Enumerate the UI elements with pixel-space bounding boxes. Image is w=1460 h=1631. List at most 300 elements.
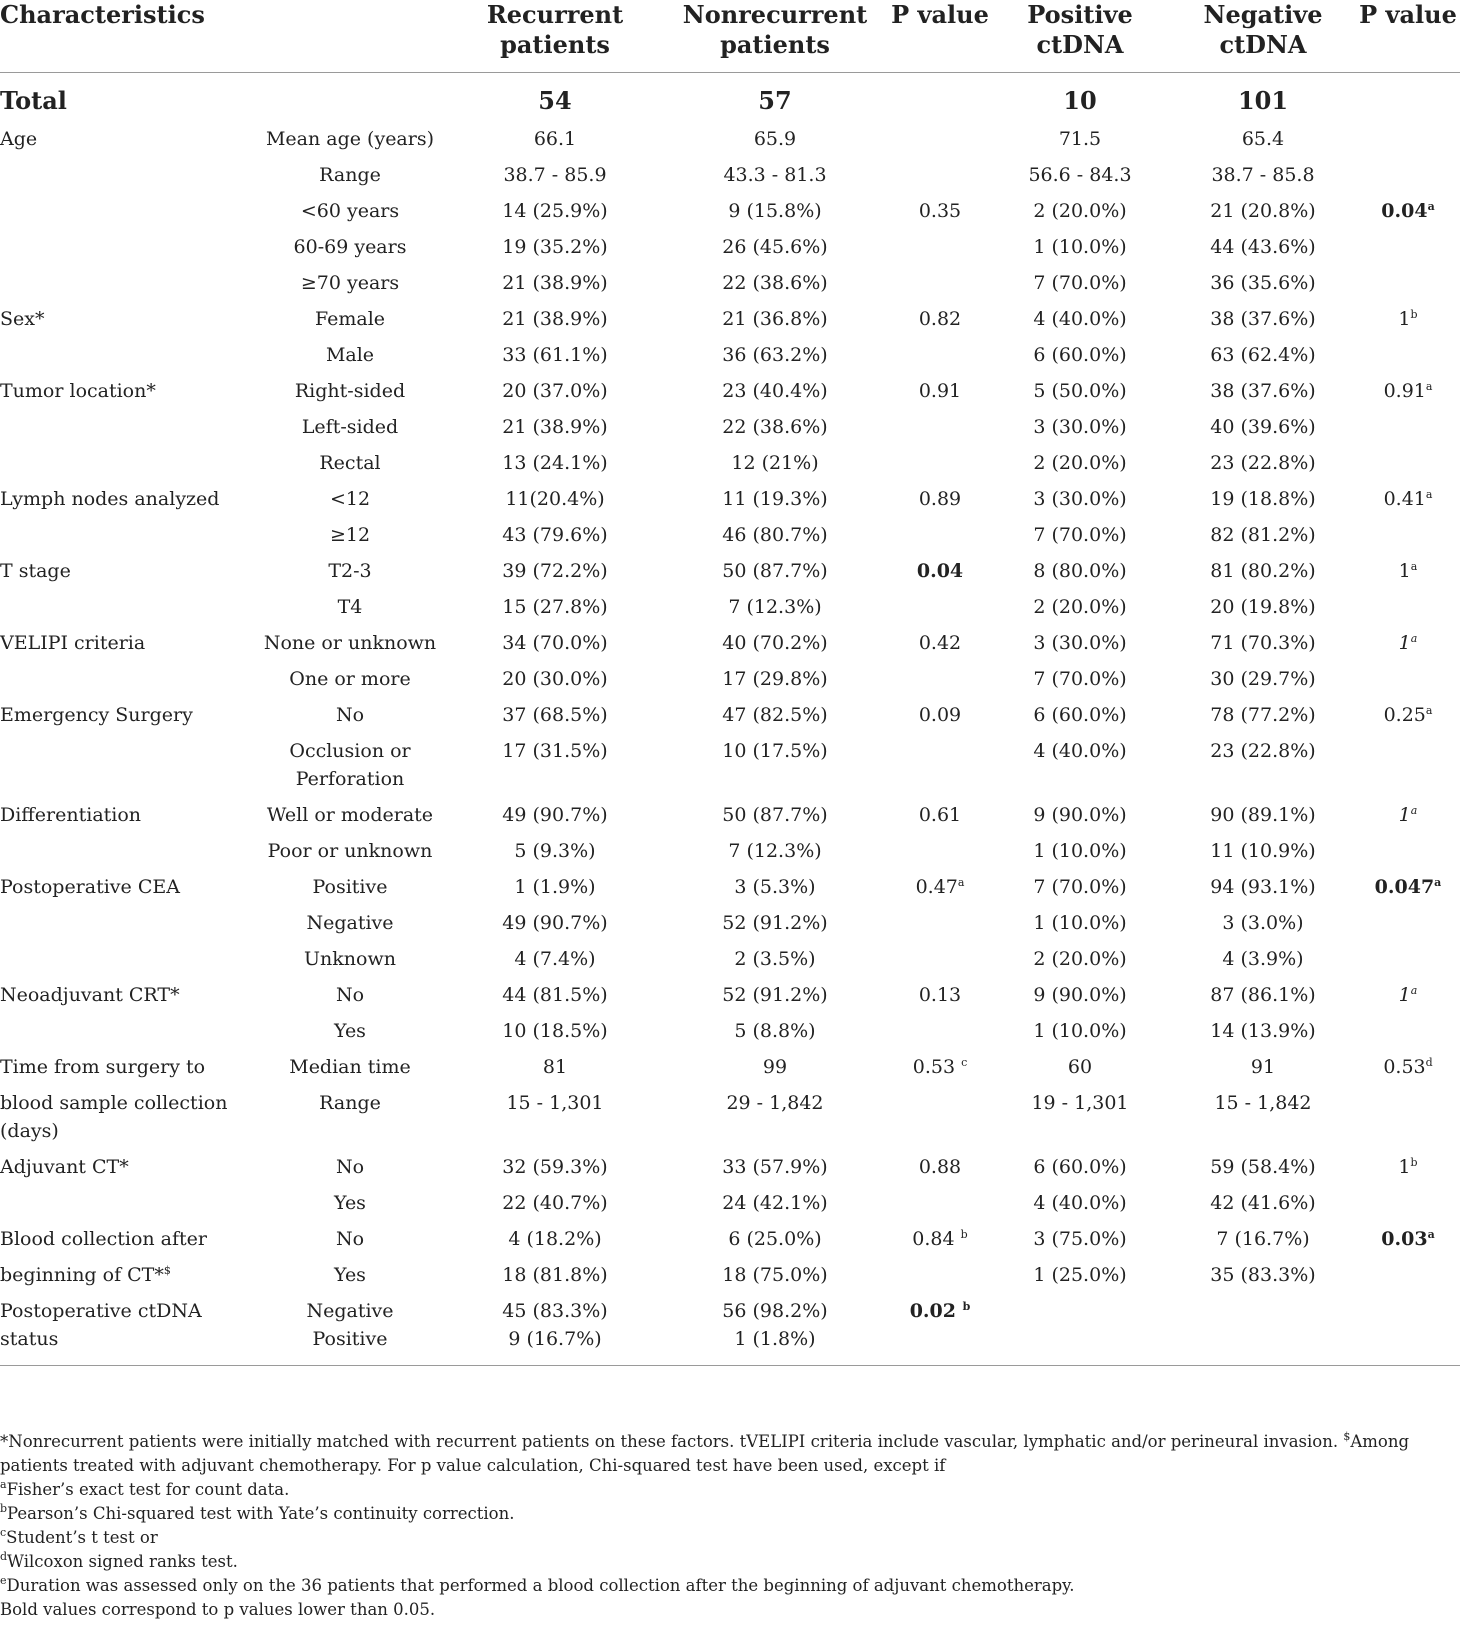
header-positive-ctdna: Positive ctDNA <box>1027 0 1133 59</box>
table-row <box>0 1221 1460 1257</box>
row-subcategory: Male <box>325 344 375 366</box>
cell-nonrecurrent: 5 (8.8%) <box>734 1020 816 1042</box>
cell-p-value-2 <box>1356 121 1460 157</box>
cell-p-value-2 <box>1356 157 1460 193</box>
cell-p-value-1 <box>890 589 990 625</box>
cell-p-value-1 <box>890 905 990 941</box>
cell-recurrent: 21 (38.9%) <box>502 308 608 330</box>
cell-recurrent: 45 (83.3%) 9 (16.7%) <box>502 1300 608 1350</box>
row-subcategory: 60-69 years <box>293 236 407 258</box>
table-row <box>0 1185 1460 1221</box>
cell-negative-ctdna: 15 - 1,842 <box>1214 1092 1312 1114</box>
cell-positive-ctdna: 3 (75.0%) <box>1033 1228 1127 1250</box>
row-characteristic: Sex* <box>0 308 45 330</box>
cell-positive-ctdna: 7 (70.0%) <box>1033 876 1127 898</box>
cell-p-value-1 <box>890 157 990 193</box>
row-characteristic: Emergency Surgery <box>0 704 193 726</box>
footnotes <box>0 1430 1460 1622</box>
cell-negative-ctdna <box>1170 1293 1356 1366</box>
cell-p-value-1 <box>890 1185 990 1221</box>
cell-p-value-1 <box>890 121 990 157</box>
row-characteristic <box>0 1013 250 1049</box>
total-positive: 10 <box>1063 86 1097 115</box>
cell-nonrecurrent: 18 (75.0%) <box>722 1264 828 1286</box>
cell-negative-ctdna: 65.4 <box>1241 128 1285 150</box>
table-row <box>0 733 1460 797</box>
row-subcategory: One or more <box>289 668 411 690</box>
row-characteristic <box>0 157 250 193</box>
total-label: Total <box>0 86 67 115</box>
cell-negative-ctdna: 59 (58.4%) <box>1210 1156 1316 1178</box>
cell-p-value-2: 1$^a$ <box>1398 632 1418 654</box>
cell-nonrecurrent: 47 (82.5%) <box>722 704 828 726</box>
cell-recurrent: 17 (31.5%) <box>502 740 608 762</box>
cell-negative-ctdna: 4 (3.9%) <box>1222 948 1304 970</box>
cell-nonrecurrent: 52 (91.2%) <box>722 984 828 1006</box>
cell-p-value-2 <box>1356 337 1460 373</box>
cell-positive-ctdna: 9 (90.0%) <box>1033 984 1127 1006</box>
cell-p-value-1: 0.61 <box>918 804 962 826</box>
row-characteristic: blood sample collection (days) <box>0 1092 228 1142</box>
cell-positive-ctdna: 1 (10.0%) <box>1033 1020 1127 1042</box>
row-subcategory: No <box>335 1228 365 1250</box>
cell-nonrecurrent: 40 (70.2%) <box>722 632 828 654</box>
cell-negative-ctdna: 90 (89.1%) <box>1210 804 1316 826</box>
cell-p-value-1: 0.13 <box>918 984 962 1006</box>
cell-p-value-2 <box>1356 1085 1460 1149</box>
header-nonrecurrent: Nonrecurrent patients <box>682 0 868 59</box>
table-row <box>0 1049 1460 1085</box>
cell-p-value-1: 0.02 $^b$ <box>909 1300 971 1322</box>
row-characteristic <box>0 661 250 697</box>
cell-negative-ctdna: 91 <box>1250 1056 1276 1078</box>
cell-p-value-2 <box>1356 905 1460 941</box>
table-row <box>0 301 1460 337</box>
row-subcategory: Positive <box>312 876 388 898</box>
cell-recurrent: 43 (79.6%) <box>502 524 608 546</box>
row-subcategory: Unknown <box>304 948 396 970</box>
row-characteristic <box>0 941 250 977</box>
cell-positive-ctdna: 7 (70.0%) <box>1033 524 1127 546</box>
cell-nonrecurrent: 7 (12.3%) <box>728 840 822 862</box>
cell-recurrent: 1 (1.9%) <box>514 876 596 898</box>
cell-positive-ctdna: 5 (50.0%) <box>1033 380 1127 402</box>
cell-p-value-2 <box>1356 517 1460 553</box>
row-characteristic: Age <box>0 128 38 150</box>
cell-negative-ctdna: 11 (10.9%) <box>1210 840 1316 862</box>
cell-negative-ctdna: 87 (86.1%) <box>1210 984 1316 1006</box>
row-characteristic <box>0 733 250 797</box>
row-characteristic: beginning of CT*$ <box>0 1264 171 1286</box>
cell-nonrecurrent: 50 (87.7%) <box>722 560 828 582</box>
cell-positive-ctdna: 4 (40.0%) <box>1033 740 1127 762</box>
cell-p-value-2: 1$^b$ <box>1398 308 1418 330</box>
cell-p-value-1: 0.35 <box>918 200 962 222</box>
cell-p-value-1: 0.04 <box>916 560 964 582</box>
total-nonrecurrent: 57 <box>758 86 792 115</box>
cell-p-value-1: 0.42 <box>918 632 962 654</box>
row-subcategory: T4 <box>337 596 363 618</box>
row-subcategory: Negative <box>306 912 394 934</box>
cell-negative-ctdna: 42 (41.6%) <box>1210 1192 1316 1214</box>
table-row <box>0 797 1460 833</box>
cell-negative-ctdna: 14 (13.9%) <box>1210 1020 1316 1042</box>
table-row <box>0 905 1460 941</box>
cell-negative-ctdna: 36 (35.6%) <box>1210 272 1316 294</box>
footnote-bold-note: Bold values correspond to p values lower than 0.05. <box>0 1600 436 1619</box>
cell-nonrecurrent: 99 <box>762 1056 788 1078</box>
row-characteristic <box>0 905 250 941</box>
table-row <box>0 697 1460 733</box>
cell-positive-ctdna: 71.5 <box>1058 128 1102 150</box>
header-negative-ctdna: Negative ctDNA <box>1203 0 1323 59</box>
row-subcategory: Negative Positive <box>306 1300 394 1350</box>
row-characteristic: Time from surgery to <box>0 1056 206 1078</box>
cell-negative-ctdna: 82 (81.2%) <box>1210 524 1316 546</box>
row-characteristic: Adjuvant CT* <box>0 1156 129 1178</box>
footnote-item: $^d$Wilcoxon signed ranks test. <box>0 1550 238 1571</box>
cell-recurrent: 44 (81.5%) <box>502 984 608 1006</box>
cell-nonrecurrent: 9 (15.8%) <box>728 200 822 222</box>
cell-recurrent: 39 (72.2%) <box>502 560 608 582</box>
cell-negative-ctdna: 94 (93.1%) <box>1210 876 1316 898</box>
row-subcategory: None or unknown <box>263 632 437 654</box>
cell-p-value-2 <box>1356 265 1460 301</box>
row-subcategory: Mean age (years) <box>265 128 435 150</box>
cell-negative-ctdna: 30 (29.7%) <box>1210 668 1316 690</box>
row-characteristic <box>0 409 250 445</box>
row-characteristic <box>0 833 250 869</box>
total-negative: 101 <box>1237 86 1289 115</box>
cell-p-value-2 <box>1356 1293 1460 1366</box>
cell-p-value-2 <box>1356 409 1460 445</box>
cell-p-value-1 <box>890 661 990 697</box>
cell-p-value-1 <box>890 517 990 553</box>
footnote-item: $^b$Pearson’s Chi-squared test with Yate’s continuity correction. <box>0 1502 515 1523</box>
cell-p-value-1: 0.47$^a$ <box>915 876 965 898</box>
cell-positive-ctdna: 3 (30.0%) <box>1033 488 1127 510</box>
cell-p-value-1 <box>890 337 990 373</box>
cell-positive-ctdna: 8 (80.0%) <box>1033 560 1127 582</box>
cell-recurrent: 34 (70.0%) <box>502 632 608 654</box>
cell-recurrent: 49 (90.7%) <box>502 804 608 826</box>
row-subcategory: Median time <box>289 1056 411 1078</box>
row-subcategory: T2-3 <box>328 560 372 582</box>
cell-positive-ctdna: 56.6 - 84.3 <box>1028 164 1132 186</box>
cell-positive-ctdna: 7 (70.0%) <box>1033 272 1127 294</box>
table-row <box>0 193 1460 229</box>
table-row <box>0 229 1460 265</box>
row-characteristic: Lymph nodes analyzed <box>0 488 220 510</box>
cell-p-value-1: 0.82 <box>918 308 962 330</box>
cell-negative-ctdna: 63 (62.4%) <box>1210 344 1316 366</box>
cell-recurrent: 10 (18.5%) <box>502 1020 608 1042</box>
total-p1 <box>890 73 990 122</box>
cell-nonrecurrent: 11 (19.3%) <box>722 488 828 510</box>
cell-nonrecurrent: 36 (63.2%) <box>722 344 828 366</box>
cell-p-value-1 <box>890 229 990 265</box>
cell-p-value-1 <box>890 445 990 481</box>
cell-positive-ctdna: 2 (20.0%) <box>1033 200 1127 222</box>
row-characteristic: Blood collection after <box>0 1228 207 1250</box>
cell-positive-ctdna: 9 (90.0%) <box>1033 804 1127 826</box>
cell-recurrent: 11(20.4%) <box>505 488 605 510</box>
cell-negative-ctdna: 23 (22.8%) <box>1210 740 1316 762</box>
cell-p-value-2 <box>1356 941 1460 977</box>
cell-nonrecurrent: 29 - 1,842 <box>726 1092 824 1114</box>
table-row <box>0 157 1460 193</box>
cell-nonrecurrent: 17 (29.8%) <box>722 668 828 690</box>
row-subcategory: Yes <box>334 1264 366 1286</box>
cell-nonrecurrent: 46 (80.7%) <box>722 524 828 546</box>
cell-recurrent: 15 (27.8%) <box>502 596 608 618</box>
cell-p-value-2: 0.91$^a$ <box>1383 380 1433 402</box>
cell-recurrent: 22 (40.7%) <box>502 1192 608 1214</box>
row-characteristic: T stage <box>0 560 71 582</box>
footnote-list <box>0 1478 1460 1598</box>
cell-p-value-1 <box>890 1257 990 1293</box>
row-subcategory: <60 years <box>300 200 400 222</box>
table-row <box>0 1293 1460 1366</box>
cell-positive-ctdna: 4 (40.0%) <box>1033 1192 1127 1214</box>
cell-p-value-2: 1$^b$ <box>1398 1156 1418 1178</box>
table-row <box>0 833 1460 869</box>
cell-positive-ctdna: 6 (60.0%) <box>1033 704 1127 726</box>
table-row <box>0 977 1460 1013</box>
cell-p-value-2 <box>1356 589 1460 625</box>
cell-p-value-1: 0.88 <box>918 1156 962 1178</box>
footnote-item: $^e$Duration was assessed only on the 36 patients that performed a blood collection after the beginning of adjuvant chemotherapy. <box>0 1574 1075 1595</box>
cell-recurrent: 37 (68.5%) <box>502 704 608 726</box>
cell-p-value-2: 1$^a$ <box>1398 984 1418 1006</box>
cell-nonrecurrent: 7 (12.3%) <box>728 596 822 618</box>
row-characteristic: Differentiation <box>0 804 142 826</box>
table-row <box>0 1085 1460 1149</box>
row-subcategory: No <box>335 1156 365 1178</box>
cell-recurrent: 20 (37.0%) <box>502 380 608 402</box>
cell-positive-ctdna: 1 (10.0%) <box>1033 840 1127 862</box>
table-row <box>0 337 1460 373</box>
row-subcategory: Rectal <box>319 452 381 474</box>
row-characteristic: Postoperative ctDNA status <box>0 1300 202 1350</box>
table-row <box>0 661 1460 697</box>
cell-positive-ctdna: 1 (10.0%) <box>1033 912 1127 934</box>
cell-nonrecurrent: 50 (87.7%) <box>722 804 828 826</box>
cell-negative-ctdna: 23 (22.8%) <box>1210 452 1316 474</box>
cell-p-value-2: 0.53$^d$ <box>1383 1056 1433 1078</box>
cell-negative-ctdna: 19 (18.8%) <box>1210 488 1316 510</box>
cell-recurrent: 5 (9.3%) <box>514 840 596 862</box>
cell-nonrecurrent: 26 (45.6%) <box>722 236 828 258</box>
cell-recurrent: 20 (30.0%) <box>502 668 608 690</box>
table-row <box>0 589 1460 625</box>
row-characteristic <box>0 337 250 373</box>
row-characteristic: VELIPI criteria <box>0 632 146 654</box>
cell-recurrent: 21 (38.9%) <box>502 416 608 438</box>
cell-positive-ctdna <box>990 1293 1170 1366</box>
cell-recurrent: 15 - 1,301 <box>506 1092 604 1114</box>
row-characteristic <box>0 1185 250 1221</box>
header-recurrent: Recurrent patients <box>486 0 624 59</box>
cell-negative-ctdna: 44 (43.6%) <box>1210 236 1316 258</box>
cell-recurrent: 4 (7.4%) <box>514 948 596 970</box>
row-characteristic: Tumor location* <box>0 380 156 402</box>
footnote-item: $^a$Fisher’s exact test for count data. <box>0 1478 290 1499</box>
cell-p-value-2 <box>1356 1257 1460 1293</box>
row-subcategory: No <box>335 704 365 726</box>
table-row <box>0 1257 1460 1293</box>
table-row <box>0 373 1460 409</box>
cell-p-value-2: 1$^a$ <box>1398 804 1418 826</box>
cell-positive-ctdna: 3 (30.0%) <box>1033 632 1127 654</box>
row-subcategory: Occlusion or Perforation <box>289 740 411 790</box>
cell-negative-ctdna: 35 (83.3%) <box>1210 1264 1316 1286</box>
header-subcategory <box>250 0 450 73</box>
cell-p-value-1 <box>890 265 990 301</box>
row-subcategory: Range <box>319 164 381 186</box>
cell-positive-ctdna: 2 (20.0%) <box>1033 596 1127 618</box>
header-p-value-1: P value <box>891 0 989 29</box>
table-row <box>0 409 1460 445</box>
cell-positive-ctdna: 6 (60.0%) <box>1033 1156 1127 1178</box>
cell-recurrent: 32 (59.3%) <box>502 1156 608 1178</box>
table-row <box>0 265 1460 301</box>
table-row <box>0 869 1460 905</box>
cell-nonrecurrent: 22 (38.6%) <box>722 416 828 438</box>
table-row <box>0 121 1460 157</box>
cell-nonrecurrent: 56 (98.2%) 1 (1.8%) <box>722 1300 828 1350</box>
cell-nonrecurrent: 2 (3.5%) <box>734 948 816 970</box>
cell-negative-ctdna: 78 (77.2%) <box>1210 704 1316 726</box>
cell-recurrent: 66.1 <box>533 128 577 150</box>
cell-p-value-2: 0.25$^a$ <box>1383 704 1433 726</box>
cell-p-value-1: 0.84 $^b$ <box>912 1228 968 1250</box>
cell-negative-ctdna: 3 (3.0%) <box>1222 912 1304 934</box>
cell-p-value-1 <box>890 833 990 869</box>
cell-recurrent: 49 (90.7%) <box>502 912 608 934</box>
cell-positive-ctdna: 2 (20.0%) <box>1033 452 1127 474</box>
cell-p-value-1 <box>890 941 990 977</box>
cell-p-value-1: 0.09 <box>918 704 962 726</box>
cell-p-value-2 <box>1356 1185 1460 1221</box>
cell-recurrent: 14 (25.9%) <box>502 200 608 222</box>
cell-nonrecurrent: 52 (91.2%) <box>722 912 828 934</box>
cell-p-value-1: 0.89 <box>918 488 962 510</box>
cell-positive-ctdna: 6 (60.0%) <box>1033 344 1127 366</box>
cell-recurrent: 13 (24.1%) <box>502 452 608 474</box>
cell-nonrecurrent: 24 (42.1%) <box>722 1192 828 1214</box>
cell-p-value-1 <box>890 409 990 445</box>
cell-p-value-1 <box>890 733 990 797</box>
total-sub <box>250 73 450 122</box>
row-subcategory: Yes <box>334 1020 366 1042</box>
table-row <box>0 1149 1460 1185</box>
cell-recurrent: 21 (38.9%) <box>502 272 608 294</box>
cell-negative-ctdna: 71 (70.3%) <box>1210 632 1316 654</box>
header-characteristics: Characteristics <box>0 0 205 29</box>
cell-p-value-2 <box>1356 229 1460 265</box>
cell-nonrecurrent: 12 (21%) <box>731 452 819 474</box>
table-row <box>0 481 1460 517</box>
cell-negative-ctdna: 40 (39.6%) <box>1210 416 1316 438</box>
cell-positive-ctdna: 4 (40.0%) <box>1033 308 1127 330</box>
row-characteristic <box>0 445 250 481</box>
footnote-main: *Nonrecurrent patients were initially matched with recurrent patients on these factors. tVELIPI criteria include vascular, lymphatic and/or perineural invasion. $Among patients treated with adjuvant chemotherapy. For p value calculation, Chi-squared test have been used, except if <box>0 1430 1410 1475</box>
row-characteristic: Postoperative CEA <box>0 876 180 898</box>
cell-p-value-2: 0.03$^a$ <box>1381 1228 1435 1250</box>
row-subcategory: Poor or unknown <box>267 840 433 862</box>
cell-positive-ctdna: 60 <box>1067 1056 1093 1078</box>
cell-p-value-2 <box>1356 1013 1460 1049</box>
cell-recurrent: 18 (81.8%) <box>502 1264 608 1286</box>
cell-p-value-1 <box>890 1085 990 1149</box>
cell-recurrent: 38.7 - 85.9 <box>503 164 607 186</box>
cell-p-value-2 <box>1356 661 1460 697</box>
row-characteristic <box>0 517 250 553</box>
cell-nonrecurrent: 21 (36.8%) <box>722 308 828 330</box>
cell-negative-ctdna: 38.7 - 85.8 <box>1211 164 1315 186</box>
cell-nonrecurrent: 43.3 - 81.3 <box>723 164 827 186</box>
cell-recurrent: 19 (35.2%) <box>502 236 608 258</box>
cell-p-value-2: 1$^a$ <box>1398 560 1418 582</box>
cell-nonrecurrent: 10 (17.5%) <box>722 740 828 762</box>
header-row <box>0 0 1460 73</box>
cell-p-value-2: 0.41$^a$ <box>1383 488 1433 510</box>
row-subcategory: Well or moderate <box>266 804 434 826</box>
row-characteristic <box>0 193 250 229</box>
row-characteristic: Neoadjuvant CRT* <box>0 984 180 1006</box>
row-subcategory: Range <box>319 1092 381 1114</box>
cell-recurrent: 4 (18.2%) <box>508 1228 602 1250</box>
total-recurrent: 54 <box>538 86 572 115</box>
table-row <box>0 445 1460 481</box>
cell-negative-ctdna: 7 (16.7%) <box>1216 1228 1310 1250</box>
cell-recurrent: 81 <box>542 1056 568 1078</box>
cell-positive-ctdna: 1 (25.0%) <box>1033 1264 1127 1286</box>
cell-negative-ctdna: 38 (37.6%) <box>1210 380 1316 402</box>
cell-positive-ctdna: 3 (30.0%) <box>1033 416 1127 438</box>
cell-p-value-2: 0.047$^a$ <box>1374 876 1442 898</box>
header-p-value-2: P value <box>1359 0 1457 29</box>
row-subcategory: ≥12 <box>329 524 371 546</box>
table-row <box>0 941 1460 977</box>
cell-p-value-1: 0.91 <box>918 380 962 402</box>
cell-positive-ctdna: 19 - 1,301 <box>1031 1092 1129 1114</box>
cell-nonrecurrent: 22 (38.6%) <box>722 272 828 294</box>
cell-positive-ctdna: 7 (70.0%) <box>1033 668 1127 690</box>
cell-p-value-1 <box>890 1013 990 1049</box>
cell-negative-ctdna: 81 (80.2%) <box>1210 560 1316 582</box>
cell-nonrecurrent: 65.9 <box>753 128 797 150</box>
table-row <box>0 1013 1460 1049</box>
row-subcategory: Yes <box>334 1192 366 1214</box>
cell-p-value-2 <box>1356 733 1460 797</box>
cell-p-value-2 <box>1356 445 1460 481</box>
row-subcategory: Right-sided <box>294 380 406 402</box>
cell-nonrecurrent: 3 (5.3%) <box>734 876 816 898</box>
table-row <box>0 625 1460 661</box>
cell-p-value-2 <box>1356 833 1460 869</box>
row-characteristic <box>0 265 250 301</box>
footnote-item: $^c$Student’s t test or <box>0 1526 158 1547</box>
cell-negative-ctdna: 20 (19.8%) <box>1210 596 1316 618</box>
row-subcategory: Left-sided <box>301 416 399 438</box>
row-subcategory: No <box>335 984 365 1006</box>
row-subcategory: <12 <box>329 488 371 510</box>
total-p2 <box>1356 73 1460 122</box>
row-characteristic <box>0 229 250 265</box>
table-row <box>0 517 1460 553</box>
